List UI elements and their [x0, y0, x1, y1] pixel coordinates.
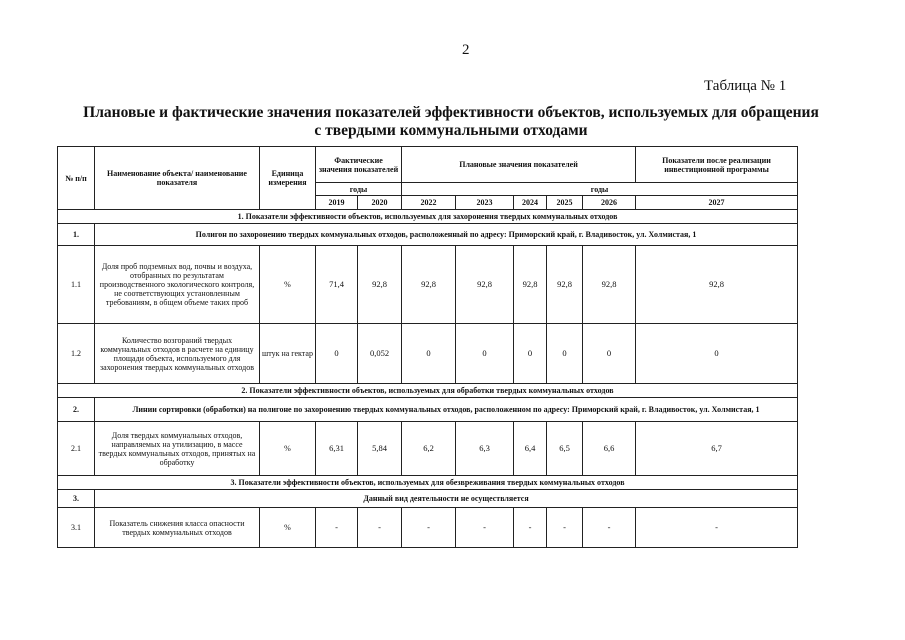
- value-cell: 6,4: [514, 422, 547, 476]
- value-cell: 6,7: [636, 422, 798, 476]
- indicators-table: [57, 146, 798, 548]
- row-num: 2.1: [58, 422, 95, 476]
- value-cell: 0: [583, 324, 636, 384]
- year-cell: 2022: [402, 196, 456, 210]
- indicator-unit: %: [260, 246, 316, 324]
- value-cell: 92,8: [358, 246, 402, 324]
- table-label: Таблица № 1: [704, 78, 787, 94]
- year-cell: 2023: [456, 196, 514, 210]
- value-cell: -: [316, 508, 358, 548]
- value-cell: 0: [402, 324, 456, 384]
- object-num: 1.: [58, 224, 95, 246]
- header-name: Наименование объекта/ наименование показателя: [95, 147, 260, 210]
- value-cell: 92,8: [547, 246, 583, 324]
- header-planned: Плановые значения показателей: [402, 147, 636, 183]
- year-cell: 2027: [636, 196, 798, 210]
- value-cell: -: [547, 508, 583, 548]
- header-after: Показатели после реализации инвестиционной программы: [636, 147, 798, 183]
- year-cell: 2026: [583, 196, 636, 210]
- title-line-1: Плановые и фактические значения показателей эффективности объектов, используемых для обращения: [83, 104, 819, 121]
- section-title: 2. Показатели эффективности объектов, используемых для обработки твердых коммунальных отходов: [58, 384, 798, 398]
- value-cell: -: [402, 508, 456, 548]
- value-cell: 6,2: [402, 422, 456, 476]
- indicator-name: Показатель снижения класса опасности твердых коммунальных отходов: [95, 508, 260, 548]
- value-cell: 0: [547, 324, 583, 384]
- year-cell: 2024: [514, 196, 547, 210]
- section-title: 3. Показатели эффективности объектов, используемых для обезвреживания твердых коммунальных отходов: [58, 476, 798, 490]
- object-num: 3.: [58, 490, 95, 508]
- header-actual: Фактические значения показателей: [316, 147, 402, 183]
- value-cell: -: [514, 508, 547, 548]
- value-cell: 5,84: [358, 422, 402, 476]
- indicator-name: Количество возгораний твердых коммунальных отходов в расчете на единицу площади объекта, используемого для захоронения твердых коммунальных отходов: [95, 324, 260, 384]
- value-cell: -: [456, 508, 514, 548]
- indicator-unit: %: [260, 508, 316, 548]
- row-num: 3.1: [58, 508, 95, 548]
- header-years-actual: годы: [316, 183, 402, 196]
- year-cell: 2019: [316, 196, 358, 210]
- section-title: 1. Показатели эффективности объектов, используемых для захоронения твердых коммунальных отходов: [58, 210, 798, 224]
- year-cell: 2025: [547, 196, 583, 210]
- value-cell: 0: [514, 324, 547, 384]
- row-num: 1.1: [58, 246, 95, 324]
- object-name: Полигон по захоронению твердых коммунальных отходов, расположенный по адресу: Приморский край, г. Владивосток, ул. Холмистая, 1: [95, 224, 798, 246]
- value-cell: 92,8: [636, 246, 798, 324]
- value-cell: 0,052: [358, 324, 402, 384]
- row-num: 1.2: [58, 324, 95, 384]
- object-num: 2.: [58, 398, 95, 422]
- value-cell: 92,8: [514, 246, 547, 324]
- year-cell: 2020: [358, 196, 402, 210]
- value-cell: -: [358, 508, 402, 548]
- value-cell: 0: [316, 324, 358, 384]
- indicator-name: Доля проб подземных вод, почвы и воздуха, отобранных по результатам производственного экологического контроля, не соответствующих установленным требованиям, в общем объеме таких проб: [95, 246, 260, 324]
- value-cell: 71,4: [316, 246, 358, 324]
- value-cell: 92,8: [402, 246, 456, 324]
- object-name: Данный вид деятельности не осуществляется: [95, 490, 798, 508]
- value-cell: 0: [456, 324, 514, 384]
- page-number: 2: [462, 42, 470, 58]
- value-cell: -: [636, 508, 798, 548]
- document-title: [56, 104, 846, 140]
- value-cell: 6,6: [583, 422, 636, 476]
- value-cell: 6,31: [316, 422, 358, 476]
- value-cell: -: [583, 508, 636, 548]
- value-cell: 0: [636, 324, 798, 384]
- header-unit: Единица измерения: [260, 147, 316, 210]
- value-cell: 92,8: [583, 246, 636, 324]
- value-cell: 92,8: [456, 246, 514, 324]
- title-line-2: с твердыми коммунальными отходами: [314, 122, 588, 139]
- value-cell: 6,5: [547, 422, 583, 476]
- object-name: Линии сортировки (обработки) на полигоне по захоронению твердых коммунальных отходов, расположенном по адресу: Приморский край, г. Владивосток, ул. Холмистая, 1: [95, 398, 798, 422]
- value-cell: 6,3: [456, 422, 514, 476]
- header-years-planned: годы: [402, 183, 798, 196]
- indicator-name: Доля твердых коммунальных отходов, направляемых на утилизацию, в массе твердых коммунальных отходов, принятых на обработку: [95, 422, 260, 476]
- indicator-unit: штук на гектар: [260, 324, 316, 384]
- indicator-unit: %: [260, 422, 316, 476]
- header-num: № п/п: [58, 147, 95, 210]
